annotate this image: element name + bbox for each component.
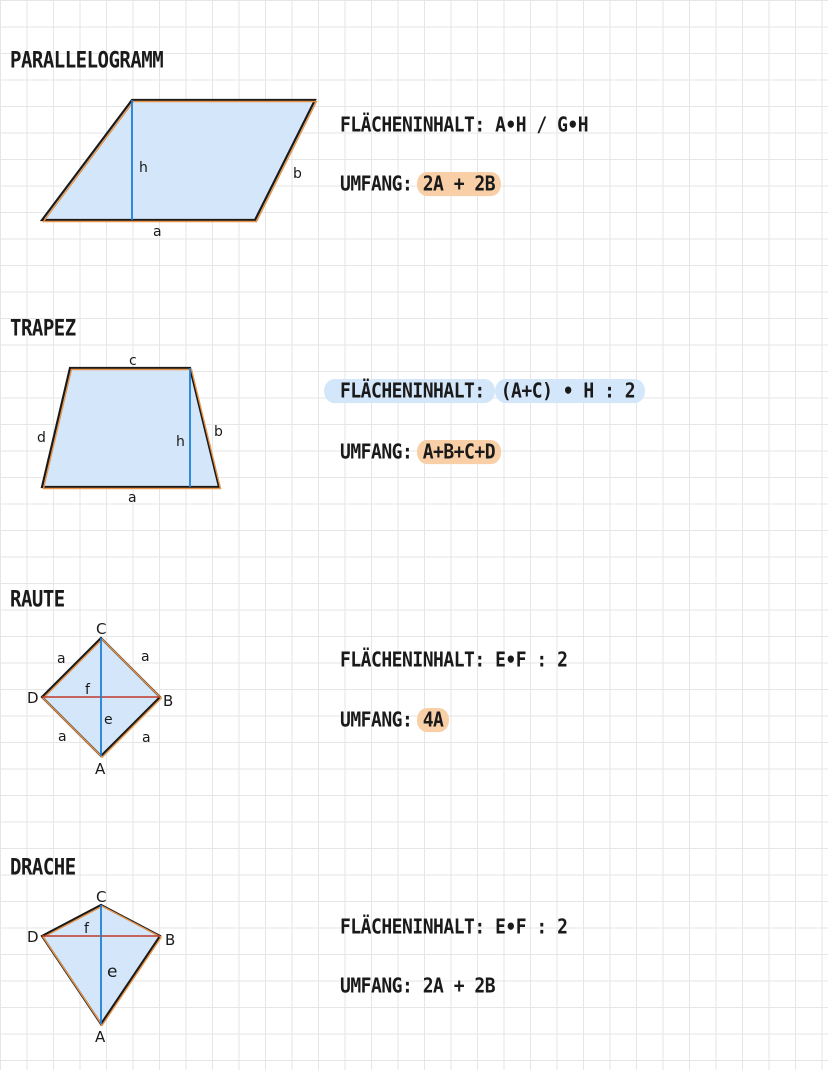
vertex-label-a: A (95, 1028, 106, 1046)
perimeter-formula (340, 974, 495, 998)
perimeter-value: A+B+C+D (417, 440, 501, 464)
area-label: FLÄCHENINHALT: (340, 113, 485, 138)
perimeter-label: UMFANG: (340, 440, 413, 465)
perimeter-value: 4A (417, 708, 450, 732)
perimeter-label: UMFANG: (340, 974, 413, 999)
side-label-b: b (214, 424, 223, 440)
vertex-label-a: A (95, 760, 106, 778)
diagonal-label-f: f (85, 682, 90, 698)
diagonal-label-f: f (84, 921, 89, 937)
area-value: (A+C) • H : 2 (495, 379, 645, 403)
side-label-c: c (129, 353, 137, 369)
diagonal-label-e: e (107, 962, 118, 982)
section-title: DRACHE (10, 855, 76, 881)
perimeter-value: 2A + 2B (422, 974, 496, 999)
perimeter-value: 2A + 2B (417, 172, 501, 196)
diagonal-label-e: e (104, 712, 113, 728)
side-label-a-bottom-left: a (58, 729, 67, 745)
section-title: TRAPEZ (10, 316, 76, 342)
area-value: E•F : 2 (495, 915, 568, 940)
area-label: FLÄCHENINHALT: (340, 915, 485, 940)
area-value: A•H / G•H (495, 113, 589, 138)
vertex-label-b: B (165, 931, 176, 949)
perimeter-label: UMFANG: (340, 172, 413, 197)
side-label-a-top-right: a (141, 649, 150, 665)
vertex-label-d: D (27, 928, 39, 946)
vertex-label-b: B (163, 692, 174, 710)
perimeter-label: UMFANG: (340, 708, 413, 733)
side-label-h: h (139, 160, 148, 176)
area-label: FLÄCHENINHALT: (324, 379, 495, 403)
area-label: FLÄCHENINHALT: (340, 648, 485, 673)
side-label-b: b (293, 166, 302, 182)
side-label-h: h (176, 434, 185, 450)
side-label-a-top-left: a (57, 651, 66, 667)
side-label-a: a (153, 224, 162, 240)
section-title: RAUTE (10, 587, 65, 613)
section-title: PARALLELOGRAMM (10, 48, 164, 74)
side-label-d: d (37, 430, 46, 446)
area-value: E•F : 2 (495, 648, 568, 673)
side-label-a-bottom-right: a (142, 730, 151, 746)
side-label-a: a (128, 490, 137, 506)
vertex-label-d: D (27, 689, 39, 707)
vertex-label-c: C (96, 888, 107, 906)
vertex-label-c: C (96, 620, 107, 638)
area-formula (340, 915, 567, 939)
